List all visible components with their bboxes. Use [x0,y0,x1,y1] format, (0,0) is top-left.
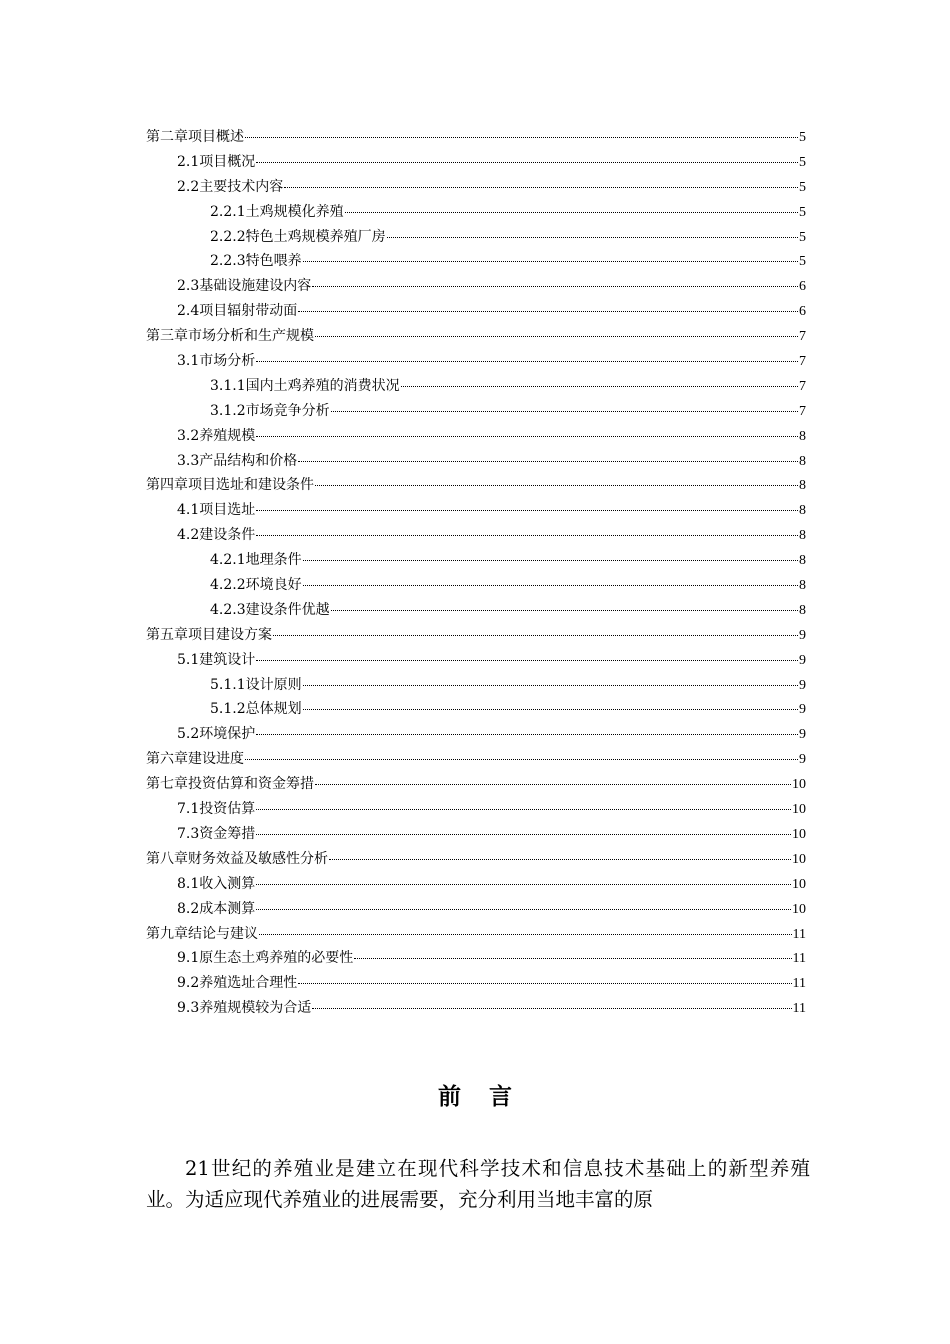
toc-entry-title: 4.2.3建设条件优越 [210,601,330,618]
toc-entry-page: 10 [792,777,806,793]
toc-leader-dots [303,260,798,262]
toc-entry[interactable] [146,722,806,747]
toc-entry-title: 9.1原生态土鸡养殖的必要性 [177,950,354,967]
toc-entry[interactable] [146,598,806,623]
toc-entry-page: 5 [799,229,806,245]
toc-entry[interactable] [146,673,806,698]
toc-entry-title: 4.2.1地理条件 [210,552,302,569]
toc-leader-dots [256,509,798,511]
toc-entry[interactable] [146,225,806,250]
toc-entry[interactable] [146,349,806,374]
toc-leader-dots [256,659,798,661]
toc-leader-dots [303,708,798,710]
toc-entry[interactable] [146,299,806,324]
toc-leader-dots [401,385,798,387]
toc-entry-page: 8 [799,453,806,469]
toc-entry-page: 9 [799,752,806,768]
toc-entry-page: 10 [792,826,806,842]
toc-leader-dots [345,211,798,213]
toc-entry[interactable] [146,200,806,225]
toc-entry[interactable] [146,274,806,299]
toc-entry-page: 11 [792,1001,806,1017]
toc-entry-title: 2.3基础设施建设内容 [177,278,312,295]
toc-entry[interactable] [146,573,806,598]
toc-entry-title: 9.2养殖选址合理性 [177,975,298,992]
toc-entry[interactable] [146,175,806,200]
toc-leader-dots [387,236,798,238]
toc-entry-page: 8 [799,553,806,569]
toc-leader-dots [284,186,798,188]
toc-entry-title: 7.1投资估算 [177,801,256,818]
toc-entry-title: 第八章财务效益及敏感性分析 [146,850,328,867]
toc-entry-title: 5.1.1设计原则 [210,676,302,693]
toc-leader-dots [298,460,798,462]
toc-entry-page: 9 [799,652,806,668]
toc-entry-page: 9 [799,677,806,693]
toc-entry-title: 5.1建筑设计 [177,651,256,668]
toc-entry[interactable] [146,822,806,847]
toc-entry-page: 9 [799,727,806,743]
toc-entry[interactable] [146,847,806,872]
toc-entry[interactable] [146,623,806,648]
toc-entry[interactable] [146,946,806,971]
toc-entry[interactable] [146,374,806,399]
toc-entry-page: 6 [799,304,806,320]
toc-leader-dots [256,435,798,437]
toc-entry-title: 2.4项目辐射带动面 [177,303,298,320]
toc-entry[interactable] [146,897,806,922]
toc-entry-page: 7 [799,378,806,394]
toc-entry[interactable] [146,797,806,822]
toc-entry-title: 2.2.2特色土鸡规模养殖厂房 [210,228,386,245]
toc-leader-dots [298,310,798,312]
toc-entry-title: 7.3资金筹措 [177,825,256,842]
toc-entry[interactable] [146,548,806,573]
toc-entry-page: 10 [792,901,806,917]
toc-entry-page: 8 [799,602,806,618]
toc-entry-title: 第六章建设进度 [146,751,244,768]
toc-leader-dots [259,933,792,935]
toc-entry-page: 6 [799,279,806,295]
toc-entry-page: 10 [792,802,806,818]
toc-entry[interactable] [146,125,806,150]
toc-entry-title: 第五章项目建设方案 [146,626,272,643]
toc-entry[interactable] [146,996,806,1021]
toc-entry-page: 9 [799,627,806,643]
toc-entry[interactable] [146,772,806,797]
toc-entry-title: 9.3养殖规模较为合适 [177,1000,312,1017]
toc-entry[interactable] [146,324,806,349]
toc-entry-title: 5.1.2总体规划 [210,701,302,718]
toc-entry[interactable] [146,249,806,274]
toc-leader-dots [256,733,798,735]
toc-entry-page: 10 [792,851,806,867]
toc-leader-dots [256,908,791,910]
toc-entry[interactable] [146,449,806,474]
toc-entry-page: 10 [792,876,806,892]
toc-entry[interactable] [146,697,806,722]
toc-entry-title: 8.2成本测算 [177,900,256,917]
toc-entry-page: 8 [799,478,806,494]
toc-entry[interactable] [146,523,806,548]
toc-entry-title: 4.1项目选址 [177,502,256,519]
toc-entry-title: 8.1收入测算 [177,875,256,892]
toc-entry-title: 第七章投资估算和资金筹措 [146,776,314,793]
toc-entry-page: 7 [799,329,806,345]
toc-leader-dots [245,136,798,138]
toc-leader-dots [256,833,791,835]
toc-entry-page: 8 [799,578,806,594]
toc-entry-title: 4.2.2环境良好 [210,577,302,594]
toc-leader-dots [331,410,798,412]
toc-leader-dots [315,335,798,337]
toc-leader-dots [331,609,798,611]
toc-entry-page: 5 [799,179,806,195]
toc-leader-dots [303,684,798,686]
toc-entry[interactable] [146,922,806,947]
toc-entry[interactable] [146,424,806,449]
toc-entry-title: 第四章项目选址和建设条件 [146,477,314,494]
toc-leader-dots [256,883,791,885]
toc-entry-page: 7 [799,354,806,370]
toc-leader-dots [315,783,791,785]
preface-heading: 前言 [438,1083,540,1110]
toc-entry-page: 11 [792,926,806,942]
toc-entry-page: 5 [799,254,806,270]
toc-leader-dots [245,758,798,760]
toc-entry-page: 11 [792,951,806,967]
toc-leader-dots [315,484,798,486]
toc-entry[interactable] [146,747,806,772]
toc-leader-dots [354,957,791,959]
toc-entry-title: 4.2建设条件 [177,527,256,544]
toc-entry-title: 5.2环境保护 [177,726,256,743]
toc-entry[interactable] [146,150,806,175]
toc-entry[interactable] [146,473,806,498]
toc-entry-title: 3.3产品结构和价格 [177,452,298,469]
toc-entry-title: 第九章结论与建议 [146,925,258,942]
toc-entry[interactable] [146,648,806,673]
toc-leader-dots [256,534,798,536]
toc-leader-dots [298,982,791,984]
toc-leader-dots [312,1007,791,1009]
toc-leader-dots [312,285,798,287]
toc-entry[interactable] [146,498,806,523]
toc-entry-title: 第二章项目概述 [146,129,244,145]
toc-entry-title: 2.2.1土鸡规模化养殖 [210,203,344,220]
toc-entry-title: 3.1.2市场竞争分析 [210,402,330,419]
toc-entry-title: 2.2.3特色喂养 [210,253,302,270]
toc-leader-dots [329,858,791,860]
table-of-contents [146,125,806,1021]
toc-leader-dots [256,161,798,163]
toc-entry-page: 11 [792,976,806,992]
toc-leader-dots [303,584,798,586]
toc-entry-page: 8 [799,428,806,444]
toc-leader-dots [303,559,798,561]
toc-entry[interactable] [146,971,806,996]
toc-entry-title: 2.1项目概况 [177,153,256,170]
toc-entry-page: 8 [799,528,806,544]
toc-entry-page: 5 [799,204,806,220]
toc-leader-dots [273,634,798,636]
toc-entry-page: 7 [799,403,806,419]
preface-paragraph: 21世纪的养殖业是建立在现代科学技术和信息技术基础上的新型养殖业。为适应现代养殖业的进展需要，充分利用当地丰富的原 [146,1157,810,1211]
toc-entry-title: 3.1市场分析 [177,353,256,370]
toc-leader-dots [256,808,791,810]
toc-entry-title: 3.1.1国内土鸡养殖的消费状况 [210,377,400,394]
toc-entry-page: 5 [799,130,806,145]
toc-entry[interactable] [146,399,806,424]
toc-entry-page: 9 [799,702,806,718]
toc-entry-title: 2.2主要技术内容 [177,178,284,195]
toc-entry[interactable] [146,872,806,897]
toc-entry-page: 5 [799,154,806,170]
toc-entry-title: 第三章市场分析和生产规模 [146,328,314,345]
toc-leader-dots [256,360,798,362]
toc-entry-page: 8 [799,503,806,519]
toc-entry-title: 3.2养殖规模 [177,427,256,444]
